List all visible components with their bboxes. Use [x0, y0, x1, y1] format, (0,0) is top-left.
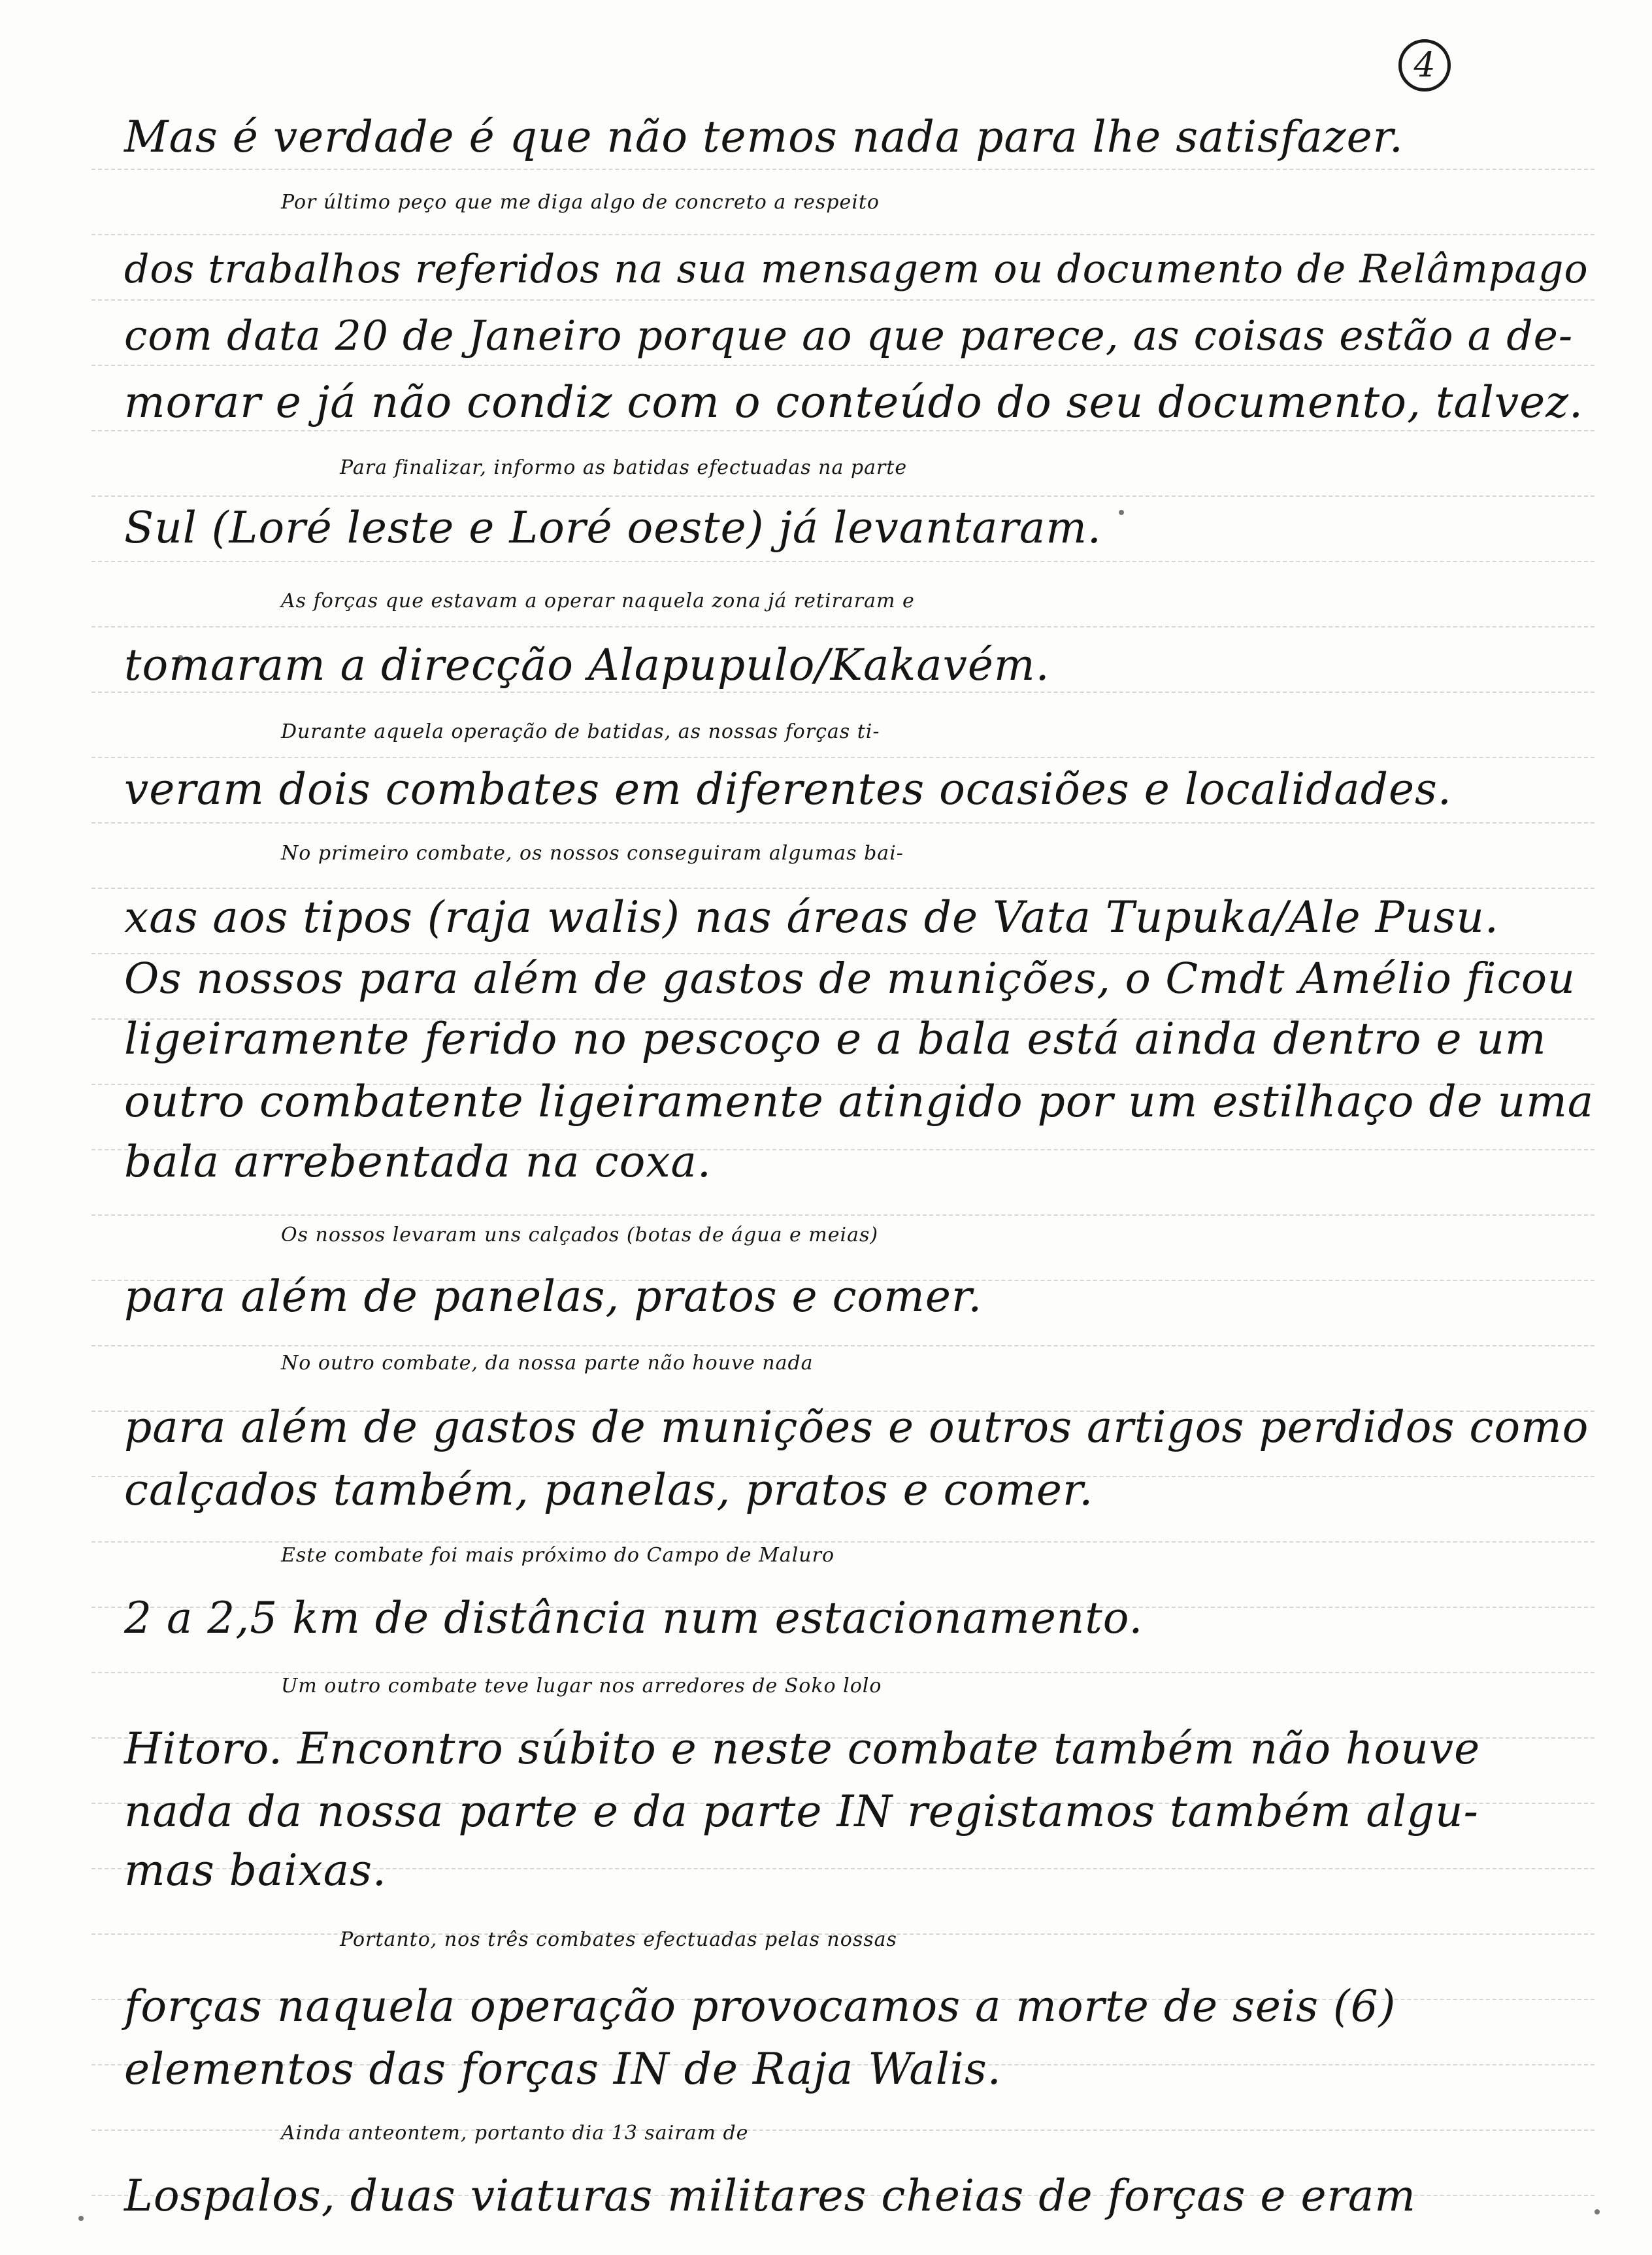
text-line: Um outro combate teve lugar nos arredores de Soko lolo	[281, 1675, 882, 1697]
ruled-line	[91, 234, 1594, 235]
text-line: para além de panelas, pratos e comer.	[124, 1271, 983, 1322]
text-line: No outro combate, da nossa parte não houve nada	[281, 1352, 814, 1375]
text-line: No primeiro combate, os nossos conseguiram algumas bai-	[281, 842, 904, 865]
text-line: elementos das forças IN de Raja Walis.	[124, 2044, 1002, 2094]
text-line: Sul (Loré leste e Loré oeste) já levantaram.	[124, 503, 1102, 553]
ruled-line	[91, 495, 1594, 497]
text-line: Hitoro. Encontro súbito e neste combate também não houve	[124, 1724, 1481, 1774]
text-line: Durante aquela operação de batidas, as nossas forças ti-	[281, 720, 880, 743]
text-line: Portanto, nos três combates efectuadas pelas nossas	[340, 1928, 897, 1951]
text-line: Este combate foi mais próximo do Campo de Maluro	[281, 1544, 835, 1567]
text-line: Os nossos para além de gastos de munições, o Cmdt Amélio ficou	[124, 954, 1576, 1003]
text-line: Por último peço que me diga algo de concreto a respeito	[281, 191, 880, 214]
text-line: dos trabalhos referidos na sua mensagem ou documento de Relâmpago	[124, 246, 1589, 292]
ruled-line	[91, 888, 1594, 889]
text-line: forças naquela operação provocamos a morte de seis (6)	[124, 1981, 1396, 2031]
text-line: outro combatente ligeiramente atingido por um estilhaço de uma	[124, 1077, 1594, 1127]
text-line: Os nossos levaram uns calçados (botas de água e meias)	[281, 1224, 879, 1246]
text-line: As forças que estavam a operar naquela zona já retiraram e	[281, 590, 915, 612]
text-line: tomaram a direcção Alapupulo/Kakavém.	[124, 640, 1050, 690]
text-line: nada da nossa parte e da parte IN registamos também algu-	[124, 1786, 1479, 1837]
text-line: para além de gastos de munições e outros artigos perdidos como	[124, 1402, 1589, 1452]
text-line: bala arrebentada na coxa.	[124, 1137, 712, 1187]
ruled-line	[91, 169, 1594, 170]
text-line: calçados também, panelas, pratos e comer.	[124, 1465, 1094, 1515]
ruled-line	[91, 822, 1594, 824]
scan-speck	[78, 2216, 84, 2221]
ruled-line	[91, 692, 1594, 693]
text-line: Ainda anteontem, portanto dia 13 sairam de	[281, 2122, 749, 2145]
text-line: mas baixas.	[124, 1845, 387, 1896]
text-line: Para finalizar, informo as batidas efectuadas na parte	[340, 456, 908, 479]
text-line: Mas é verdade é que não temos nada para lhe satisfazer.	[124, 112, 1404, 162]
text-line: ligeiramente ferido no pescoço e a bala está ainda dentro e um	[124, 1014, 1547, 1064]
text-line: veram dois combates em diferentes ocasiões e localidades.	[124, 764, 1452, 814]
ruled-line	[91, 430, 1594, 431]
ruled-line	[91, 365, 1594, 366]
ruled-line	[91, 561, 1594, 562]
ruled-line	[91, 299, 1594, 301]
text-line: 2 a 2,5 km de distância num estacionamento.	[124, 1593, 1144, 1643]
page-number: 4	[1398, 39, 1451, 92]
text-line: Lospalos, duas viaturas militares cheias de forças e eram	[124, 2171, 1416, 2221]
text-line: xas aos tipos (raja walis) nas áreas de Vata Tupuka/Ale Pusu.	[124, 892, 1499, 943]
text-line: com data 20 de Janeiro porque ao que parece, as coisas estão a de-	[124, 312, 1574, 359]
scan-speck	[1594, 2209, 1600, 2214]
text-line: morar e já não condiz com o conteúdo do seu documento, talvez.	[124, 377, 1583, 427]
